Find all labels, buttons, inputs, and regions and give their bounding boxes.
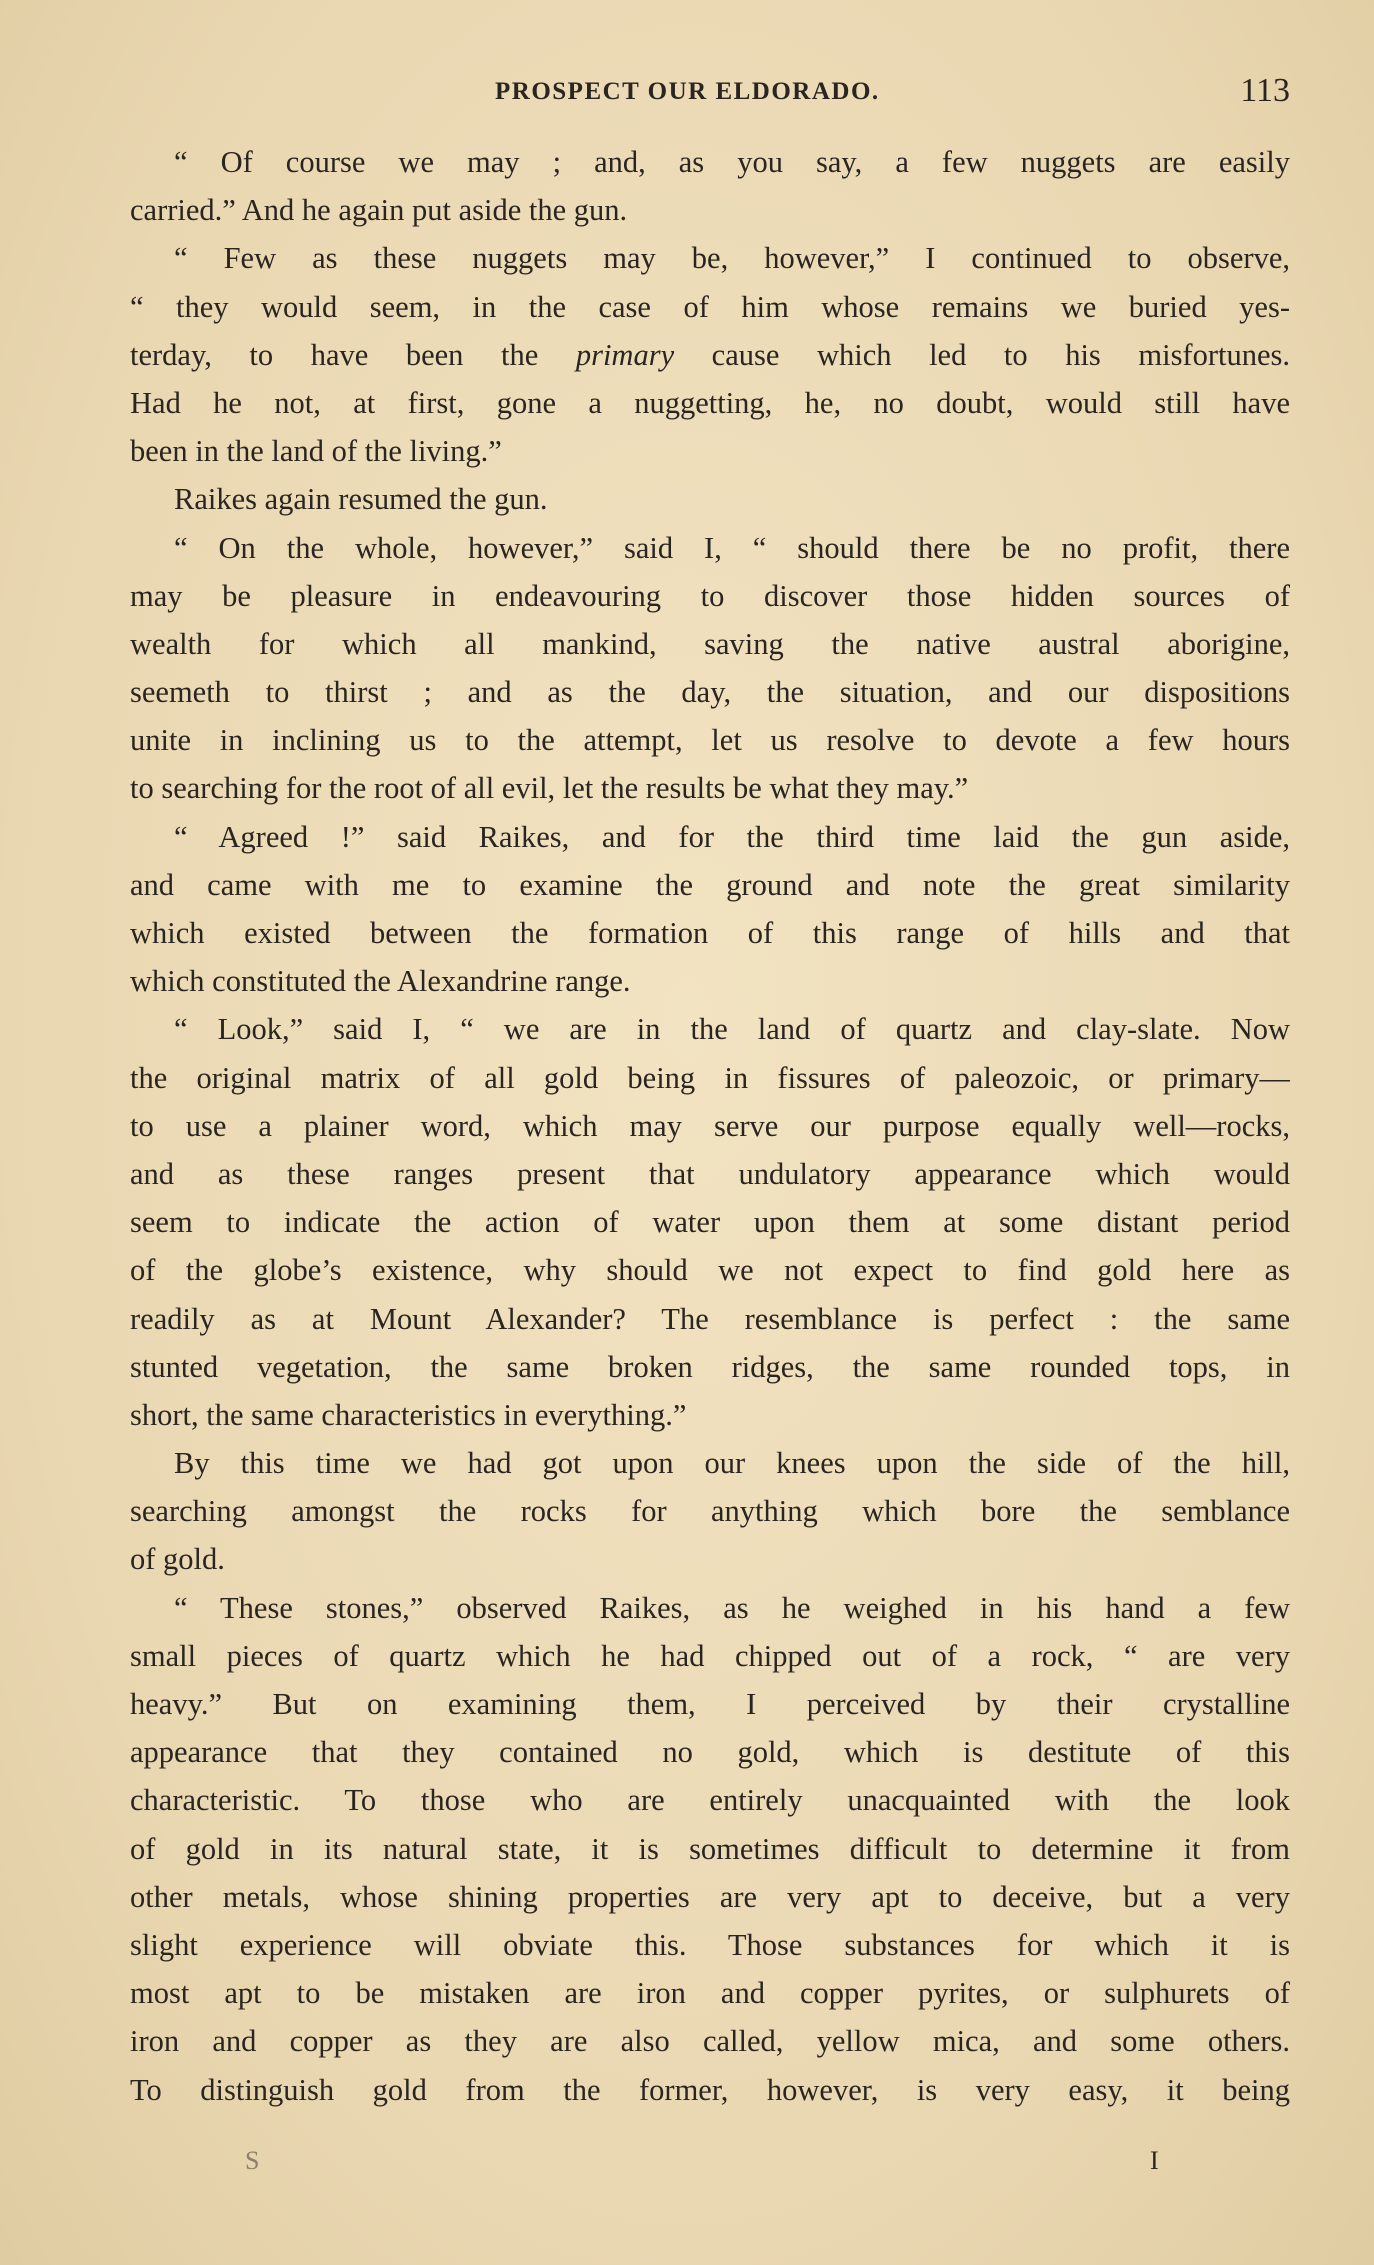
text-line: small pieces of quartz which he had chipped out of a rock, “ are very	[130, 1638, 1290, 1673]
text-line: to searching for the root of all evil, let the results be what they may.”	[130, 771, 969, 806]
paragraph	[130, 234, 1290, 475]
text-line: characteristic. To those who are entirely unacquainted with the look	[130, 1783, 1290, 1818]
text-line: iron and copper as they are also called, yellow mica, and some others.	[130, 2024, 1290, 2059]
paragraph	[130, 524, 1290, 813]
text-line: slight experience will obviate this. Those substances for which it is	[130, 1927, 1290, 1962]
text-line: seemeth to thirst ; and as the day, the situation, and our dispositions	[130, 675, 1290, 710]
running-title: PROSPECT OUR ELDORADO.	[495, 78, 880, 105]
paragraph	[130, 1584, 1290, 2114]
text-line: been in the land of the living.”	[130, 434, 502, 469]
text-line: appearance that they contained no gold, which is destitute of this	[130, 1735, 1290, 1770]
text-line: seem to indicate the action of water upon them at some distant period	[130, 1205, 1290, 1240]
text-line: and as these ranges present that undulatory appearance which would	[130, 1156, 1290, 1191]
text-line: of gold in its natural state, it is sometimes difficult to determine it from	[130, 1831, 1290, 1866]
text-line: to use a plainer word, which may serve our purpose equally well—rocks,	[130, 1108, 1290, 1143]
text-line: “ On the whole, however,” said I, “ should there be no profit, there	[174, 530, 1290, 565]
text-run: terday, to have been the	[130, 337, 576, 372]
text-line: To distinguish gold from the former, however, is very easy, it being	[130, 2072, 1290, 2107]
text-line: other metals, whose shining properties are very apt to deceive, but a very	[130, 1879, 1290, 1914]
text-line: By this time we had got upon our knees upon the side of the hill,	[174, 1446, 1290, 1481]
text-line: most apt to be mistaken are iron and copper pyrites, or sulphurets of	[130, 1976, 1290, 2011]
paragraph	[130, 475, 1290, 523]
text-line: may be pleasure in endeavouring to discover those hidden sources of	[130, 578, 1290, 613]
text-line: unite in inclining us to the attempt, let us resolve to devote a few hours	[130, 723, 1290, 758]
body-text	[130, 138, 1290, 2114]
text-line: heavy.” But on examining them, I perceived by their crystalline	[130, 1687, 1290, 1721]
page-number: 113	[1240, 72, 1290, 109]
paragraph	[130, 813, 1290, 1006]
paragraph	[130, 1439, 1290, 1584]
text-line: “ Of course we may ; and, as you say, a few nuggets are easily	[174, 145, 1290, 179]
text-line: which constituted the Alexandrine range.	[130, 964, 631, 999]
text-line: wealth for which all mankind, saving the native austral aborigine,	[130, 626, 1290, 661]
text-line: Raikes again resumed the gun.	[174, 482, 548, 517]
signature-mark-right: I	[1150, 2146, 1159, 2175]
text-line: “ Agreed !” said Raikes, and for the third time laid the gun aside,	[174, 819, 1290, 854]
signature-mark-left: S	[245, 2146, 260, 2175]
paragraph	[130, 138, 1290, 234]
text-line: the original matrix of all gold being in fissures of paleozoic, or primary—	[130, 1060, 1290, 1095]
text-line: “ they would seem, in the case of him whose remains we buried yes-	[130, 289, 1290, 324]
text-line	[130, 331, 1290, 379]
text-run: cause which led to his misfortunes.	[674, 337, 1290, 372]
text-line: stunted vegetation, the same broken ridges, the same rounded tops, in	[130, 1349, 1290, 1384]
text-line: of the globe’s existence, why should we not expect to find gold here as	[130, 1253, 1290, 1288]
page-footer	[130, 2146, 1290, 2186]
text-line: readily as at Mount Alexander? The resemblance is perfect : the same	[130, 1301, 1290, 1336]
text-line: “ These stones,” observed Raikes, as he weighed in his hand a few	[174, 1590, 1290, 1625]
text-line: “ Look,” said I, “ we are in the land of quartz and clay-slate. Now	[174, 1012, 1290, 1047]
text-line: carried.” And he again put aside the gun.	[130, 193, 628, 228]
text-line: and came with me to examine the ground and note the great similarity	[130, 867, 1290, 902]
text-line: which existed between the formation of this range of hills and that	[130, 916, 1290, 950]
paragraph	[130, 1005, 1290, 1439]
text-line: Had he not, at first, gone a nuggetting, he, no doubt, would still have	[130, 385, 1290, 420]
emphasis-text: primary	[575, 337, 675, 372]
text-line: searching amongst the rocks for anything which bore the semblance	[130, 1494, 1290, 1529]
text-line: short, the same characteristics in everything.”	[130, 1397, 687, 1432]
running-head	[130, 72, 1290, 118]
text-line: of gold.	[130, 1542, 225, 1577]
text-line: “ Few as these nuggets may be, however,” I continued to observe,	[174, 241, 1290, 276]
